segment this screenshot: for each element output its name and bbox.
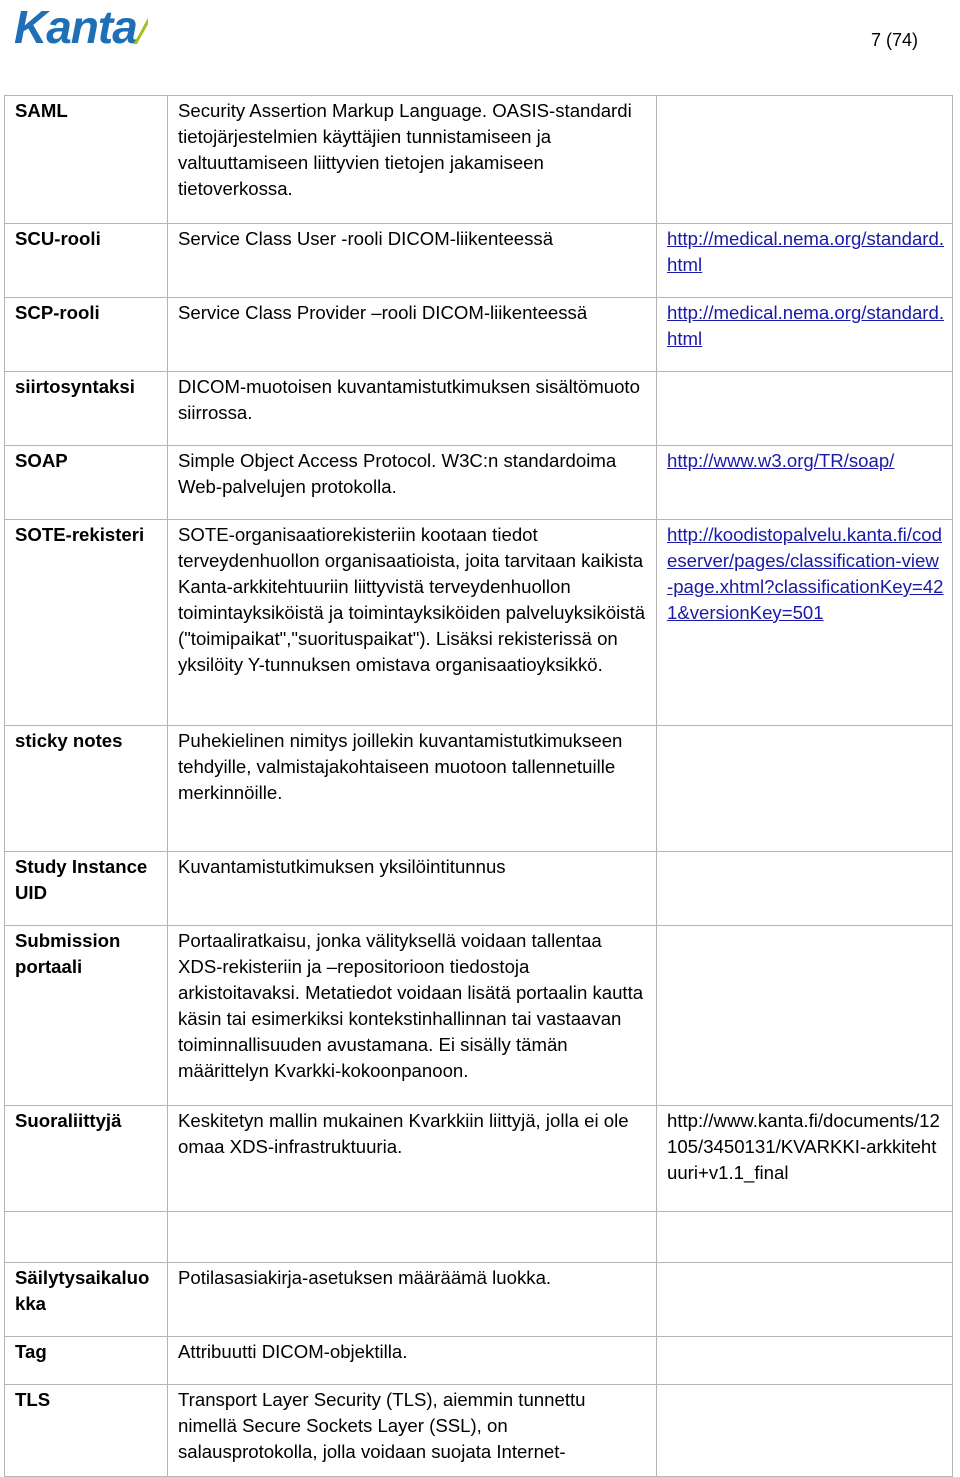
glossary-table	[4, 95, 953, 1477]
reference-cell: http://www.kanta.fi/documents/12105/3450131/KVARKKI-arkkitehtuuri+v1.1_final	[657, 1106, 953, 1212]
definition-cell: Potilasasiakirja-asetuksen määräämä luokka.	[168, 1263, 657, 1337]
table-row	[5, 372, 953, 446]
reference-cell	[657, 1337, 953, 1385]
term-cell: SOTE-rekisteri	[5, 520, 168, 726]
reference-cell	[657, 726, 953, 852]
term-cell: SCU-rooli	[5, 224, 168, 298]
term-cell: Tag	[5, 1337, 168, 1385]
term-cell: SOAP	[5, 446, 168, 520]
table-row	[5, 1263, 953, 1337]
table-row	[5, 852, 953, 926]
table-row	[5, 926, 953, 1106]
definition-cell: Simple Object Access Protocol. W3C:n standardoima Web-palvelujen protokolla.	[168, 446, 657, 520]
definition-cell: Puhekielinen nimitys joillekin kuvantamistutkimukseen tehdyille, valmistajakohtaiseen muotoon tallennetuille merkinnöille.	[168, 726, 657, 852]
reference-link[interactable]: http://medical.nema.org/standard.html	[667, 228, 944, 275]
definition-cell: Portaaliratkaisu, jonka välityksellä voidaan tallentaa XDS-rekisteriin ja –repositorioon tiedostoja arkistoitavaksi. Metatiedot voidaan lisätä portaalin kautta käsin tai esimerkiksi kontekstinhallinnan tai vastaavan toiminnallisuuden avustamana. Ei sisälly tämän määrittelyn Kvarkki-kokoonpanoon.	[168, 926, 657, 1106]
term-cell: Study Instance UID	[5, 852, 168, 926]
term-cell: Säilytysaikaluokka	[5, 1263, 168, 1337]
term-cell: siirtosyntaksi	[5, 372, 168, 446]
table-row	[5, 298, 953, 372]
table-row	[5, 224, 953, 298]
logo-swoosh-icon	[131, 16, 149, 46]
definition-cell: Kuvantamistutkimuksen yksilöintitunnus	[168, 852, 657, 926]
term-cell: SAML	[5, 96, 168, 224]
definition-cell: DICOM-muotoisen kuvantamistutkimuksen sisältömuoto siirrossa.	[168, 372, 657, 446]
reference-cell	[657, 1263, 953, 1337]
definition-cell: Service Class Provider –rooli DICOM-liikenteessä	[168, 298, 657, 372]
table-row	[5, 726, 953, 852]
term-cell: Submission portaali	[5, 926, 168, 1106]
term-cell: Suoraliittyjä	[5, 1106, 168, 1212]
term-cell: TLS	[5, 1385, 168, 1477]
logo-text: Kanta	[14, 1, 137, 53]
definition-cell: Keskitetyn mallin mukainen Kvarkkiin liittyjä, jolla ei ole omaa XDS-infrastruktuuria.	[168, 1106, 657, 1212]
definition-cell: Attribuutti DICOM-objektilla.	[168, 1337, 657, 1385]
reference-cell	[657, 852, 953, 926]
table-row	[5, 1337, 953, 1385]
reference-cell	[657, 1385, 953, 1477]
page-gap	[5, 1212, 953, 1263]
term-cell: sticky notes	[5, 726, 168, 852]
term-cell: SCP-rooli	[5, 298, 168, 372]
table-row	[5, 520, 953, 726]
definition-cell: Transport Layer Security (TLS), aiemmin tunnettu nimellä Secure Sockets Layer (SSL), on salausprotokolla, jolla voidaan suojata Internet-	[168, 1385, 657, 1477]
table-row	[5, 96, 953, 224]
definition-cell: Security Assertion Markup Language. OASIS-standardi tietojärjestelmien käyttäjien tunnistamiseen ja valtuuttamiseen liittyvien tietojen jakamiseen tietoverkossa.	[168, 96, 657, 224]
reference-cell	[657, 372, 953, 446]
table-row	[5, 446, 953, 520]
kanta-logo	[14, 1, 149, 53]
reference-link[interactable]: http://koodistopalvelu.kanta.fi/codeserver/pages/classification-view-page.xhtml?classificationKey=421&versionKey=501	[667, 524, 944, 623]
reference-link[interactable]: http://medical.nema.org/standard.html	[667, 302, 944, 349]
page-number: 7 (74)	[870, 30, 918, 50]
definition-cell: SOTE-organisaatiorekisteriin kootaan tiedot terveydenhuollon organisaatioista, joita tarvitaan kaikista Kanta-arkkitehtuuriin liittyvistä terveydenhuollon toimintayksiköistä ja toimintayksiköiden palveluyksiköistä ("toimipaikat","suorituspaikat"). Lisäksi rekisterissä on yksilöity Y-tunnuksen omistava organisaatioyksikkö.	[168, 520, 657, 726]
definition-cell: Service Class User -rooli DICOM-liikenteessä	[168, 224, 657, 298]
reference-link[interactable]: http://www.w3.org/TR/soap/	[667, 450, 895, 471]
reference-cell	[657, 926, 953, 1106]
table-row	[5, 1385, 953, 1477]
reference-cell	[657, 96, 953, 224]
table-row	[5, 1106, 953, 1212]
